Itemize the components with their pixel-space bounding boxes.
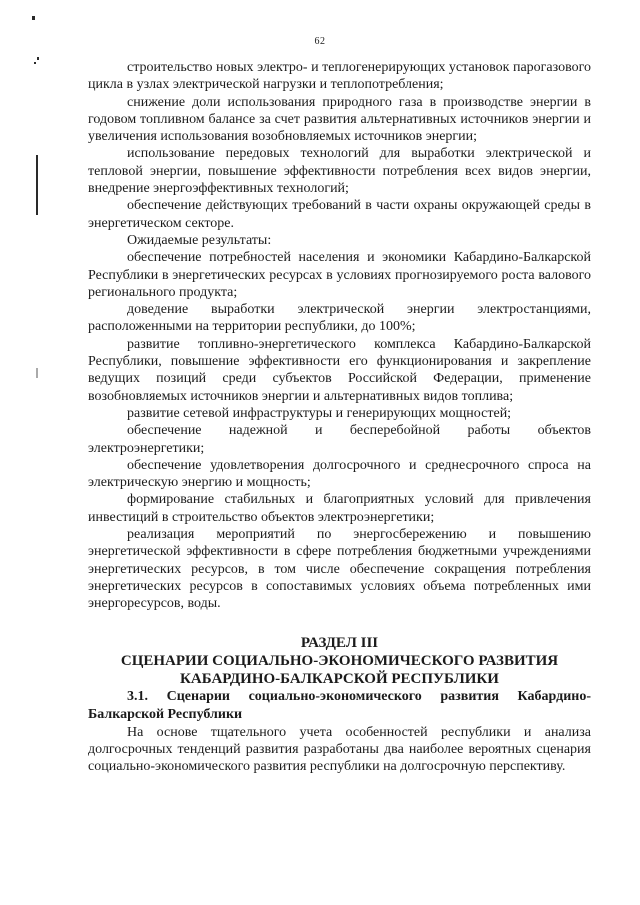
paragraph: обеспечение потребностей населения и экономики Кабардино-Балкарской Республики в энергетических ресурсах в условиях прогнозируемого роста валового регионального продукта;: [88, 250, 591, 300]
scan-artifact-bar: [36, 155, 38, 215]
paragraph: строительство новых электро- и теплогенерирующих установок парогазового цикла в узлах электрической нагрузки и теплопотребления;: [88, 60, 591, 93]
paragraph: реализация мероприятий по энергосбережению и повышению энергетической эффективности в сфере потребления бюджетными учреждениями энергетических ресурсов, в том числе обеспечение сокращения потребления энергетических ресурсов в сопоставимых условиях объема потребленных ими энергоресурсов, воды.: [88, 527, 591, 612]
paragraph: Ожидаемые результаты:: [127, 232, 272, 248]
scan-artifact-mark: [37, 57, 39, 60]
paragraph: развитие топливно-энергетического комплекса Кабардино-Балкарской Республики, повышение эффективности его функционирования и закрепление ведущих позиций среди субъектов Российской Федерации, применение возобновляемых источников энергии и альтернативных видов топлива;: [88, 336, 591, 404]
paragraph: обеспечение удовлетворения долгосрочного и среднесрочного спроса на электрическую энергию и мощность;: [88, 457, 591, 491]
paragraph: формирование стабильных и благоприятных условий для привлечения инвестиций в строительство объектов электроэнергетики;: [88, 492, 591, 525]
subsection-heading: 3.1. Сценарии социально-экономического развития Кабардино-Балкарской Республики: [88, 688, 591, 722]
paragraph: обеспечение надежной и бесперебойной работы объектов электроэнергетики;: [88, 423, 591, 456]
section-label: РАЗДЕЛ III: [300, 634, 379, 651]
scan-artifact-bar: [36, 368, 38, 378]
section-title-line1: СЦЕНАРИИ СОЦИАЛЬНО-ЭКОНОМИЧЕСКОГО РАЗВИТИЯ: [120, 652, 559, 669]
scan-artifact-mark: [32, 16, 35, 20]
section-title-line2: КАБАРДИНО-БАЛКАРСКОЙ РЕСПУБЛИКИ: [180, 670, 499, 687]
paragraph: обеспечение действующих требований в части охраны окружающей среды в энергетическом секторе.: [88, 198, 591, 231]
paragraph: доведение выработки электрической энергии электростанциями, расположенными на территории республики, до 100%;: [88, 302, 591, 335]
scan-artifact-mark: [34, 62, 36, 64]
paragraph: использование передовых технологий для выработки электрической и тепловой энергии, повышение эффективности потребления всех видов энергии, внедрение энергоэффективных технологий;: [88, 146, 591, 197]
page-number: 62: [314, 36, 326, 47]
document-body: [88, 59, 591, 775]
section-body-paragraph: На основе тщательного учета особенностей республики и анализа долгосрочных тенденций развития разработаны два наиболее вероятных сценария социально-экономического развития республики на долгосрочную перспективу.: [88, 724, 591, 775]
paragraph: развитие сетевой инфраструктуры и генерирующих мощностей;: [127, 405, 512, 421]
paragraph: снижение доли использования природного газа в производстве энергии в годовом топливном балансе за счет развития альтернативных источников энергии и увеличения использования возобновляемых источников энергии;: [88, 94, 591, 145]
